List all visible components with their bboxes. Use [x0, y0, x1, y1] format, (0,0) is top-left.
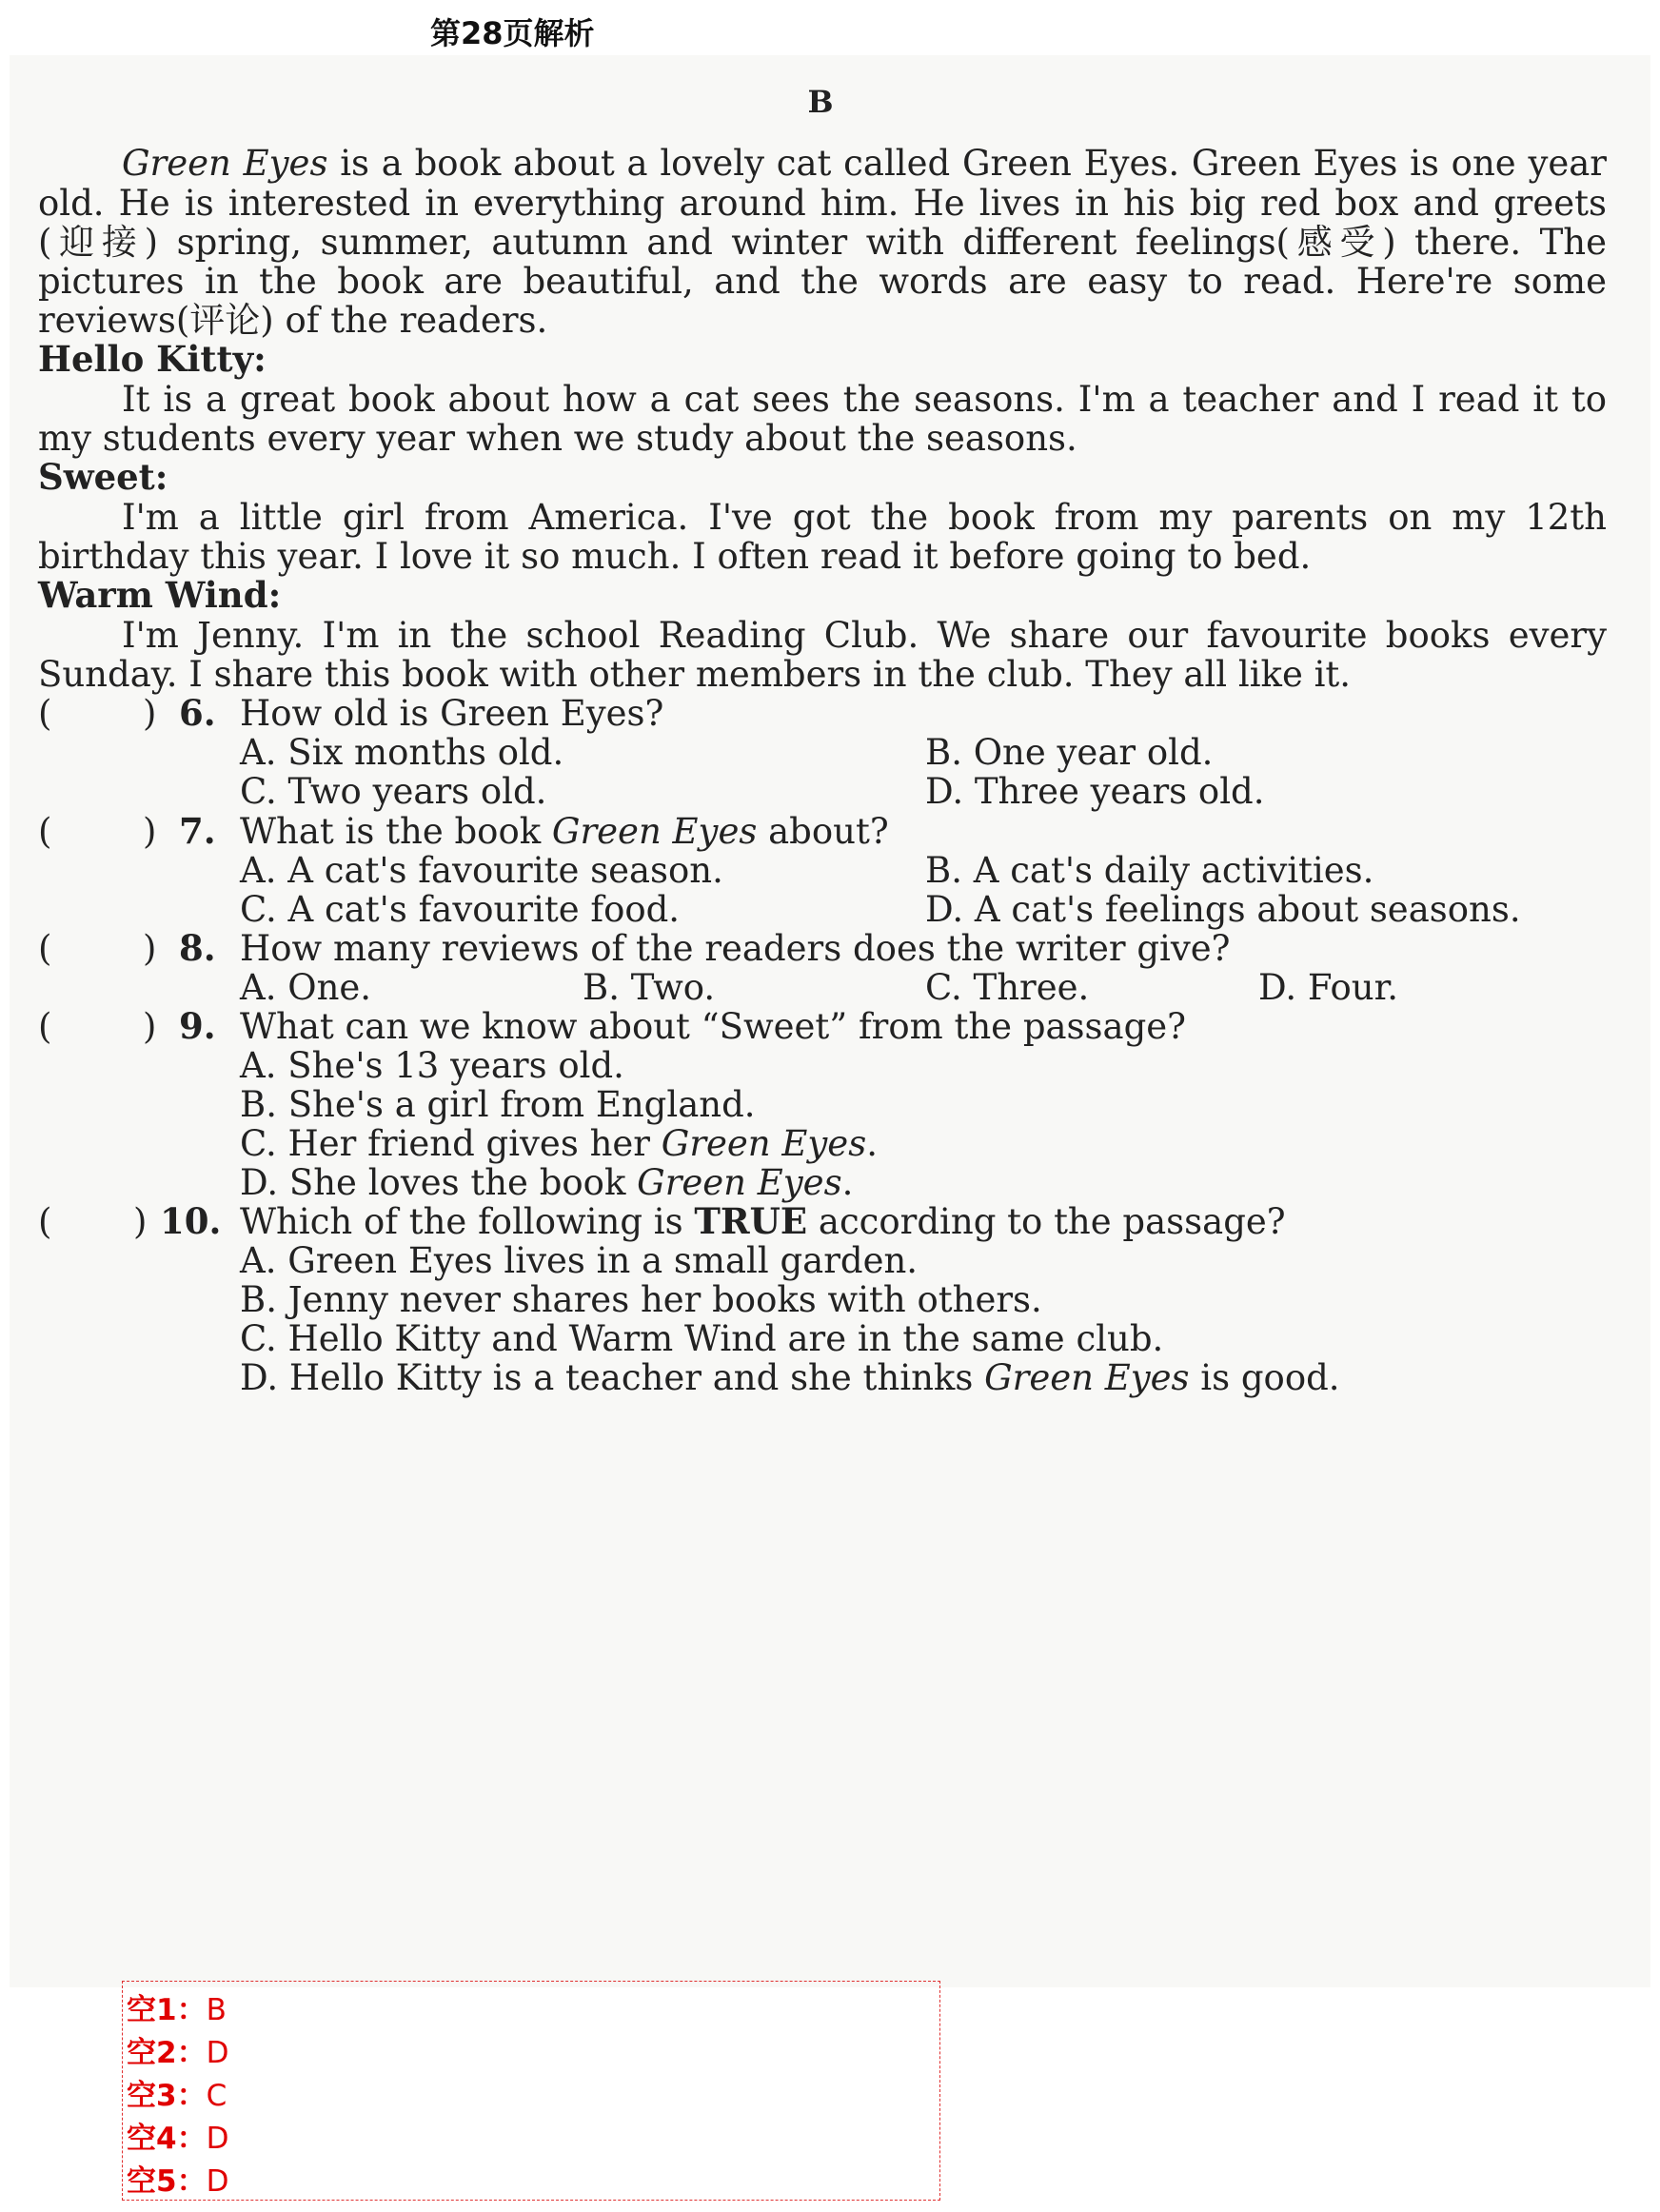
review-line: It is a great book about how a cat sees the seasons. I'm a teacher and I read it to: [122, 379, 1607, 420]
reviewer-name: Warm Wind:: [38, 574, 282, 616]
review-line: I'm Jenny. I'm in the school Reading Club. We share our favourite books every: [122, 615, 1607, 656]
option: D. Three years old.: [925, 771, 1265, 812]
option: A. Six months old.: [240, 732, 564, 773]
option: B. Two.: [583, 967, 716, 1008]
review-line: I'm a little girl from America. I've got the book from my parents on my 12th: [122, 497, 1607, 538]
option: B. One year old.: [925, 732, 1214, 773]
option: D. Hello Kitty is a teacher and she thinks Green Eyes is good.: [240, 1357, 1340, 1398]
answer-row: 空2：D: [127, 2036, 229, 2070]
answer-row: 空5：D: [127, 2164, 229, 2199]
option: C. A cat's favourite food.: [240, 889, 681, 930]
passage-line: (迎接) spring, summer, autumn and winter with different feelings(感受) there. The: [38, 222, 1607, 263]
option: C. Two years old.: [240, 771, 547, 812]
answer-box: [122, 1981, 940, 2201]
option: C. Her friend gives her Green Eyes.: [240, 1123, 878, 1164]
option: B. She's a girl from England.: [240, 1084, 756, 1125]
answer-row: 空3：C: [127, 2079, 227, 2113]
passage-line: pictures in the book are beautiful, and the words are easy to read. Here're some: [38, 261, 1607, 302]
passage-line: old. He is interested in everything around him. He lives in his big red box and greets: [38, 183, 1607, 224]
option: C. Three.: [925, 967, 1090, 1008]
option: B. Jenny never shares her books with others.: [240, 1279, 1042, 1320]
book-title: Green Eyes: [122, 143, 328, 184]
review-line: Sunday. I share this book with other members in the club. They all like it.: [38, 654, 1352, 695]
option: A. A cat's favourite season.: [240, 850, 723, 891]
option: C. Hello Kitty and Warm Wind are in the same club.: [240, 1318, 1164, 1359]
passage-line: Green Eyes is a book about a lovely cat called Green Eyes. Green Eyes is one year: [122, 143, 1607, 184]
option: A. Green Eyes lives in a small garden.: [240, 1240, 919, 1281]
passage-line: reviews(评论) of the readers.: [38, 300, 548, 341]
reviewer-name: Sweet:: [38, 456, 168, 498]
option: A. One.: [240, 967, 372, 1008]
answer-row: 空1：B: [127, 1993, 227, 2027]
review-line: my students every year when we study about the seasons.: [38, 418, 1077, 459]
option: B. A cat's daily activities.: [925, 850, 1374, 891]
review-line: birthday this year. I love it so much. I often read it before going to bed.: [38, 536, 1312, 577]
answer-row: 空4：D: [127, 2122, 229, 2156]
option: A. She's 13 years old.: [240, 1045, 624, 1086]
option: D. Four.: [1258, 967, 1399, 1008]
option: D. She loves the book Green Eyes.: [240, 1162, 854, 1203]
scanned-page: B Green Eyes is a book about a lovely cat called Green Eyes. Green Eyes is one year old. He is interested in everything around him. He lives in his big red box and greets (迎接) spring, summer, autumn and winter with different feelings(感受) there. The pictures in the book are beautiful, and the words are easy to read. Here're some reviews(评论) of the readers. Hello Kitty: It is a great book about how a cat sees the seasons. I'm a teacher and I read it to my students every year when we study about the seasons. Sweet: I'm a little girl from America. I've got the book from my parents on my 12th birthday this year. I love it so much. I often read it before going to bed. Warm Wind: I'm Jenny. I'm in the school Reading Club. We share our favourite books every Sunday. I share this book with other members in the club. They all like it. ( ) 6. How old is Green Eyes? A. Six months old. B. One year old. C. Two years old. D. Three years old. ( ) 7. What is the book Green Eyes about? A. A cat's favourite season. B. A cat's daily activities. C. A cat's favourite food. D. A cat's feelings about seasons. ( ) 8. How many reviews of the readers does the writer give? A. One. B. Two. C. Three. D. Four. ( ) 9. What can we know about “Sweet” from the passage? A. She's 13 years old. B. She's a girl from England. C. Her friend gives her Green Eyes. D. She loves the book Green Eyes. ( ) 10. Which of the following is TRUE according to the passage? A. Green Eyes lives in a small garden. B. Jenny never shares her books with others. C. Hello Kitty and Warm Wind are in the same club. D. Hello Kitty is a teacher and she thinks Green Eyes is good.: [10, 55, 1650, 1987]
reviewer-name: Hello Kitty:: [38, 338, 267, 380]
section-title: B: [807, 84, 834, 120]
option: D. A cat's feelings about seasons.: [925, 889, 1521, 930]
page-header: 第28页解析: [430, 15, 595, 51]
